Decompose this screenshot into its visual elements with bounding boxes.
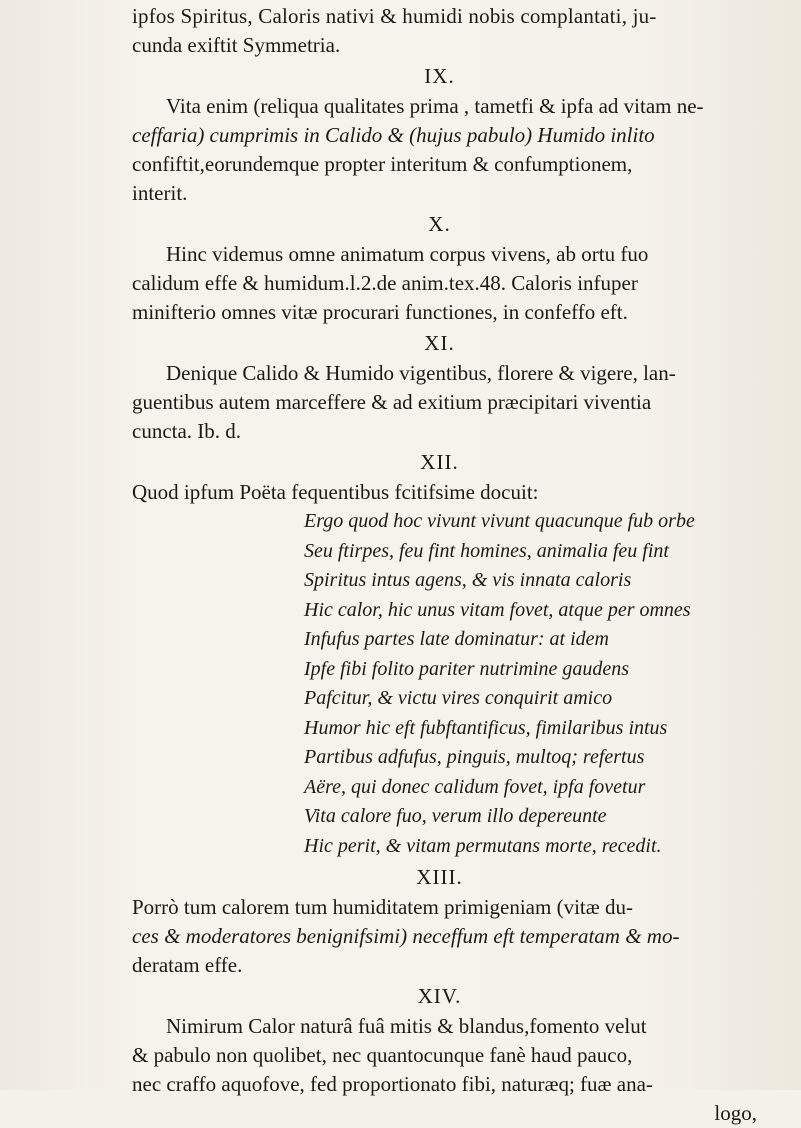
section-numeral: X. [428, 212, 451, 236]
verse-line: Hic perit, & vitam permutans morte, recedit. [304, 834, 662, 857]
verse-line: Vita calore fuo, verum illo depereunte [304, 805, 607, 827]
verse-line: Seu ftirpes, feu fint homines, animalia feu fint [304, 539, 669, 562]
verse-line: Hic calor, hic unus vitam fovet, atque per omnes [304, 598, 691, 621]
text-line: & pabulo non quolibet, nec quantocunque fanè haud pauco, [132, 1043, 633, 1067]
text-line: ipfos Spiritus, Caloris nativi & humidi nobis complantati, ju- [132, 4, 657, 28]
verse-line: Pafcitur, & victu vires conquirit amico [304, 687, 613, 709]
verse-line: Ergo quod hoc vivunt vivunt quacunque fub orbe [304, 510, 695, 532]
catchword: logo, [714, 1101, 757, 1125]
text-line: nec craffo aquofove, fed proportionato fibi, naturæq; fuæ ana- [132, 1072, 653, 1096]
text-line: Nimirum Calor naturâ fuâ mitis & blandus,fomento velut [166, 1014, 647, 1038]
section-numeral: IX. [424, 64, 455, 88]
text-line: Quod ipfum Poëta fequentibus fcitifsime docuit: [132, 480, 539, 504]
text-line: calidum effe & humidum.l.2.de anim.tex.48. Caloris infuper [132, 271, 638, 295]
verse-line: Partibus adfufus, pinguis, multoq; refertus [304, 746, 645, 768]
text-line: deratam effe. [132, 953, 243, 977]
text-line: ceffaria) cumprimis in Calido & (hujus pabulo) Humido inlito [132, 123, 655, 147]
text-line: Hinc videmus omne animatum corpus vivens, ab ortu fuo [166, 242, 649, 266]
verse-line: Infufus partes late dominatur: at idem [304, 628, 609, 650]
verse-line: Spiritus intus agens, & vis innata caloris [304, 569, 632, 591]
text-line: ces & moderatores benignifsimi) neceffum eft temperatam & mo- [132, 924, 680, 948]
verse-line: Humor hic eft fubftantificus, fimilaribus intus [304, 716, 668, 739]
section-numeral: XIV. [417, 984, 462, 1008]
section-numeral: XII. [420, 450, 459, 474]
text-line: Denique Calido & Humido vigentibus, florere & vigere, lan- [166, 361, 676, 385]
verse-line: Ipfe fibi folito pariter nutrimine gaudens [304, 657, 629, 680]
text-line: guentibus autem marceffere & ad exitium præcipitari viventia [132, 390, 652, 414]
text-line: Vita enim (reliqua qualitates prima , tametfi & ipfa ad vitam ne- [166, 94, 704, 118]
section-numeral: XIII. [416, 865, 463, 889]
text-line: cunda exiftit Symmetria. [132, 33, 341, 57]
text-line: Porrò tum calorem tum humiditatem primigeniam (vitæ du- [132, 895, 633, 919]
text-line: cuncta. Ib. d. [132, 419, 242, 443]
text-line: interit. [132, 181, 188, 205]
text-line: confiftit,eorundemque propter interitum & confumptionem, [132, 152, 633, 176]
section-numeral: XI. [424, 331, 455, 355]
verse-line: Aëre, qui donec calidum fovet, ipfa fovetur [304, 775, 646, 798]
text-line: minifterio omnes vitæ procurari functiones, in confeffo eft. [132, 300, 628, 324]
